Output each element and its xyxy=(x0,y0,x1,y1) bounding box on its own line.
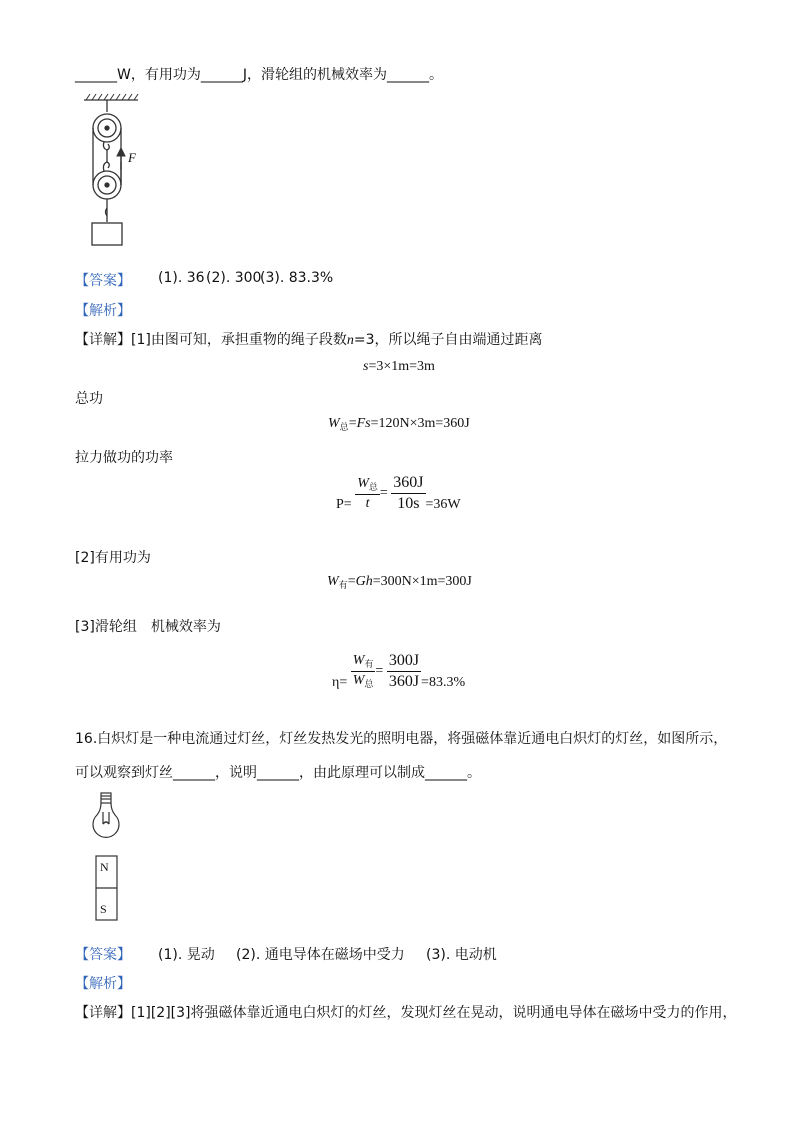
q16-blank-1: ______ xyxy=(173,765,215,781)
eta-frac-2 xyxy=(387,652,421,691)
frac-300j: 300J xyxy=(387,652,421,672)
blank-2: ______ xyxy=(200,67,243,83)
magnet-north-label: N xyxy=(100,860,109,874)
eq-distance xyxy=(363,359,435,375)
power-frac-2 xyxy=(391,474,425,513)
force-label: F xyxy=(128,150,136,165)
q16-stem-line-2 xyxy=(75,762,481,782)
frac-w: W xyxy=(357,475,369,491)
frac-360j-den: 360J xyxy=(388,673,420,690)
eta-num-w: W xyxy=(352,653,365,668)
force-arrow xyxy=(117,148,125,170)
var-s: s xyxy=(363,359,369,374)
var-g: G xyxy=(355,574,366,589)
q16-text-a: 可以观察到灯丝 xyxy=(75,765,173,781)
pulley-system-figure xyxy=(80,90,150,250)
eq-power-result: =36W xyxy=(425,496,461,512)
tail-end: 。 xyxy=(428,67,443,83)
frac-sub: 总 xyxy=(368,481,378,492)
detail-text-1: [1]由图可知，承担重物的绳子段数 xyxy=(131,332,347,348)
frac-360j: 360J xyxy=(391,474,425,494)
eq-distance-rest: =3×1m=3m xyxy=(368,359,435,374)
blank-1: ______ xyxy=(75,67,117,83)
eq-sign: = xyxy=(348,416,357,431)
power-frac-1 xyxy=(355,476,380,512)
blank-3: ______ xyxy=(386,67,429,83)
eq-power xyxy=(336,474,461,513)
useful-work-label: [2]有用功为 xyxy=(75,550,151,566)
q16-detail-tag: 【详解】 xyxy=(75,1005,131,1021)
q16-text-c: ，由此原理可以制成 xyxy=(299,765,425,781)
eq-total-work xyxy=(328,416,470,433)
q16-analysis-tag: 【解析】 xyxy=(75,976,131,992)
q16-stem-line-1: 16.白炽灯是一种电流通过灯丝，灯丝发热发光的照明电器，将强磁体靠近通电白炽灯的灯丝，如图所示， xyxy=(75,731,728,747)
q16-answer-3: (3). 电动机 xyxy=(426,947,497,963)
q15-analysis-tag: 【解析】 xyxy=(75,303,131,319)
q16-answer-tag: 【答案】 xyxy=(75,947,131,963)
eq-useful-work xyxy=(327,574,472,591)
q15-answer-2: (2). 300 xyxy=(206,270,262,286)
q16-text-d: 。 xyxy=(467,765,481,781)
q16-blank-2: ______ xyxy=(257,765,299,781)
magnet-south-label: S xyxy=(100,902,107,916)
var-s2: s xyxy=(365,416,371,431)
detail-text-2: =3，所以绳子自由端通过距离 xyxy=(353,332,543,348)
q16-detail-text: [1][2][3]将强磁体靠近通电白炽灯的灯丝，发现灯丝在晃动，说明通电导体在磁场中受力的作用， xyxy=(131,1005,737,1021)
eq-power-lhs: P= xyxy=(336,496,352,512)
efficiency-label: [3]滑轮组 机械效率为 xyxy=(75,619,221,635)
var-f: F xyxy=(356,416,366,431)
q15-tail-line xyxy=(75,64,443,84)
eq-sign-2: = xyxy=(379,485,388,501)
q15-detail-line xyxy=(75,329,542,349)
eta-den-w: W xyxy=(352,673,365,688)
bulb-icon xyxy=(93,793,119,837)
sub-total: 总 xyxy=(339,422,349,432)
eta-frac-1 xyxy=(351,653,376,690)
eq-efficiency xyxy=(332,652,465,691)
q15-answer-row xyxy=(75,270,131,290)
var-h: h xyxy=(365,574,373,589)
power-label: 拉力做功的功率 xyxy=(75,450,173,466)
frac-10s: 10s xyxy=(397,495,420,512)
var-w: W xyxy=(328,416,340,431)
q16-blank-3: ______ xyxy=(425,765,467,781)
eq-sign-3: = xyxy=(347,574,356,589)
q15-answer-3: (3). 83.3% xyxy=(260,270,334,286)
var-n: n xyxy=(346,333,354,348)
q16-detail-line xyxy=(75,1002,737,1022)
eq-useful-rest: =300N×1m=300J xyxy=(372,574,472,589)
detail-tag: 【详解】 xyxy=(75,332,131,348)
total-work-label: 总功 xyxy=(75,391,103,407)
answer-tag: 【答案】 xyxy=(75,273,131,289)
eq-eta-lhs: η= xyxy=(332,674,348,690)
frac-t: t xyxy=(365,495,370,511)
eq-eta-result: =83.3% xyxy=(421,674,466,690)
sub-useful: 有 xyxy=(338,580,348,590)
tail-text-1: W，有用功为 xyxy=(117,67,201,83)
q16-text-b: ，说明 xyxy=(215,765,257,781)
eta-den-sub: 总 xyxy=(364,679,374,689)
weight-block xyxy=(92,223,122,245)
eq-total-rest: =120N×3m=360J xyxy=(370,416,470,431)
q16-answer-1: (1). 晃动 xyxy=(158,947,215,963)
eta-num-sub: 有 xyxy=(364,659,374,669)
eq-sign-4: = xyxy=(375,663,384,679)
var-w-useful: W xyxy=(327,574,339,589)
q16-answer-2: (2). 通电导体在磁场中受力 xyxy=(236,947,405,963)
tail-text-2: J，滑轮组的机械效率为 xyxy=(242,67,387,83)
q15-answer-1: (1). 36 xyxy=(158,270,205,286)
